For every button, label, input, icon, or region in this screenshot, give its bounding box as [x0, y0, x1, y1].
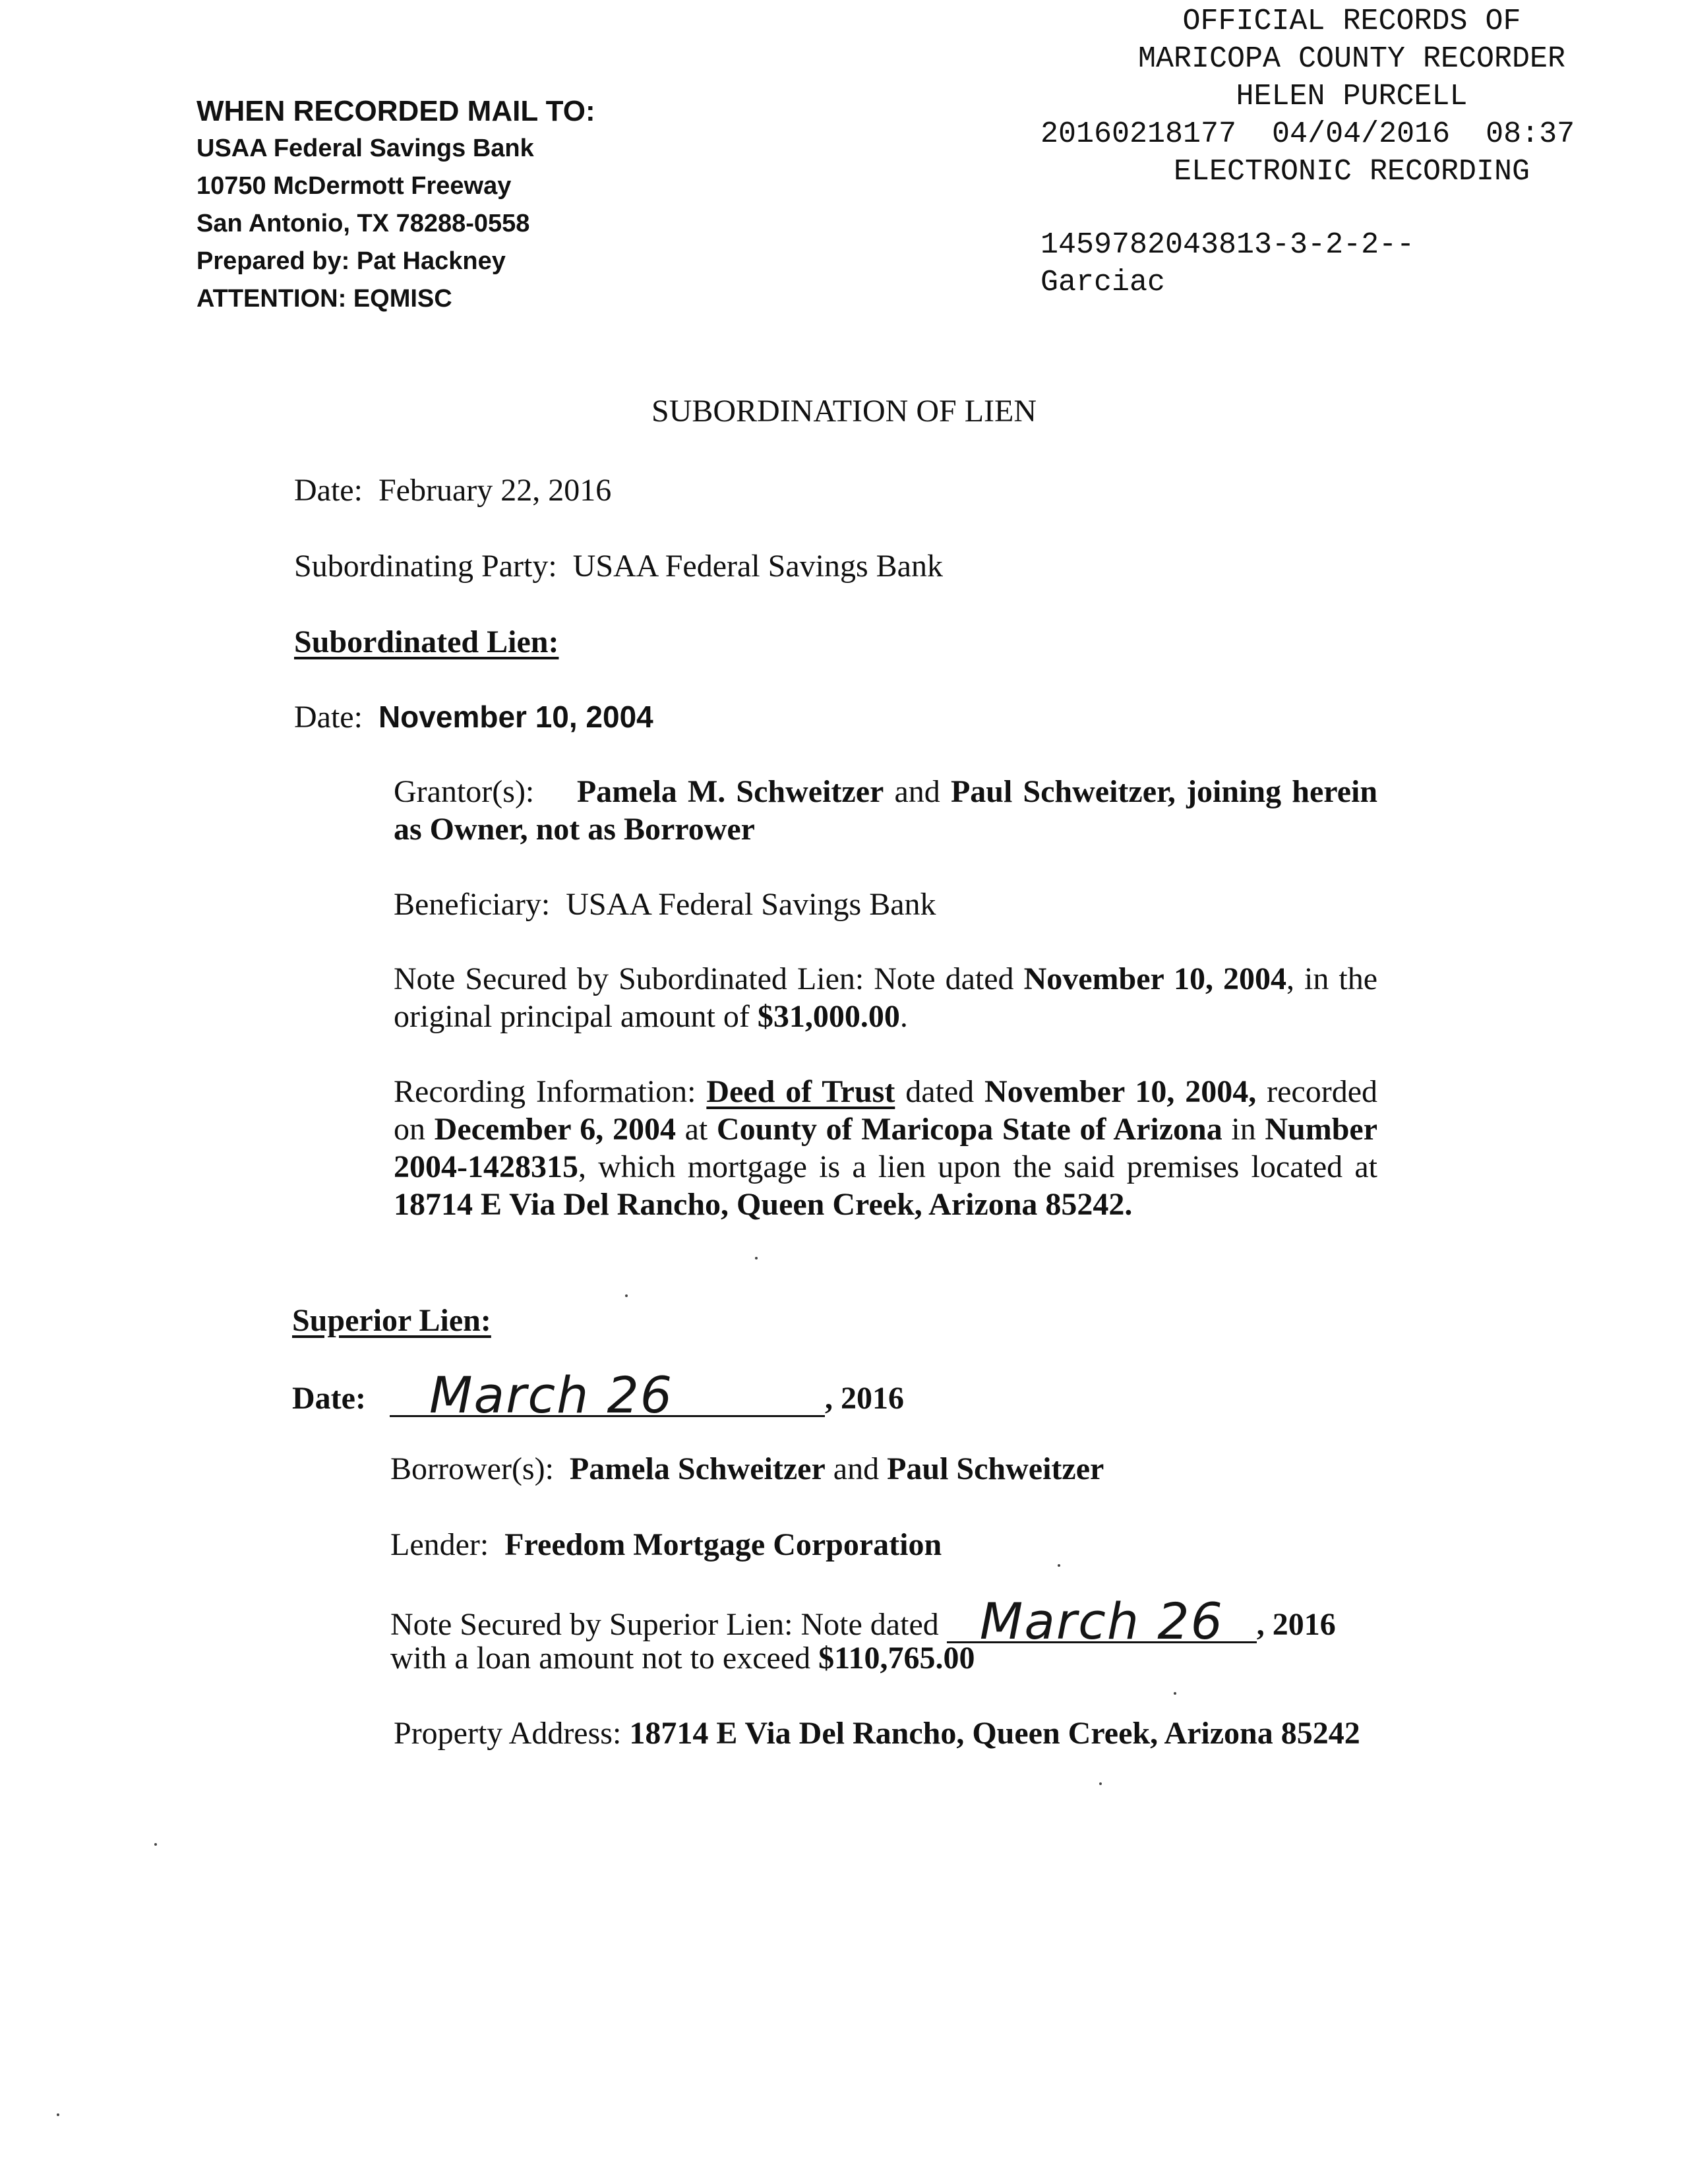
grantor-paragraph — [394, 773, 1377, 848]
beneficiary-row — [394, 886, 1377, 923]
handwritten-note-date: March 26 — [979, 1592, 1224, 1651]
note-date: November 10, 2004 — [1023, 961, 1286, 996]
recording-text: dated — [905, 1074, 975, 1109]
note-text: , in the original principal amount of — [394, 961, 1378, 1034]
recorder-county-line: MARICOPA COUNTY RECORDER — [1137, 42, 1566, 76]
superior-note-amount-line — [390, 1639, 975, 1677]
recorder-user-line: Garciac — [1040, 266, 1166, 299]
superior-note-text: with a loan amount not to exceed — [390, 1641, 811, 1676]
recording-date: November 10, 2004, — [984, 1074, 1257, 1109]
recorder-id-line: 1459782043813-3-2-2-- — [1040, 228, 1415, 262]
subordinating-party-row — [294, 547, 943, 585]
superior-date-year: , 2016 — [824, 1381, 904, 1416]
note-period: . — [899, 999, 908, 1034]
subordinating-party-value: USAA Federal Savings Bank — [572, 549, 943, 584]
superior-note-date-blank — [947, 1592, 1257, 1651]
subordinated-note-paragraph — [394, 960, 1377, 1035]
handwritten-date: March 26 — [429, 1366, 674, 1424]
recording-text: at — [684, 1112, 708, 1147]
property-address-label: Property Address: — [394, 1716, 622, 1751]
lender-label: Lender: — [390, 1527, 489, 1562]
mail-to-line: ATTENTION: EQMISC — [196, 285, 452, 313]
note-amount: $31,000.00 — [757, 999, 900, 1034]
mail-to-line: USAA Federal Savings Bank — [196, 135, 534, 162]
superior-lien-date-row — [292, 1366, 904, 1424]
scan-speck — [1174, 1692, 1176, 1695]
recorder-name-line: HELEN PURCELL — [1236, 80, 1468, 113]
borrower-name: Paul Schweitzer — [887, 1451, 1104, 1486]
mail-to-line: Prepared by: Pat Hackney — [196, 247, 506, 275]
scan-speck — [154, 1843, 157, 1846]
property-address-value: 18714 E Via Del Rancho, Queen Creek, Arizona 85242 — [629, 1716, 1360, 1751]
document-date-value: February 22, 2016 — [378, 473, 612, 508]
mail-to-line: 10750 McDermott Freeway — [196, 172, 512, 200]
subordinated-lien-date-value: November 10, 2004 — [378, 700, 653, 734]
superior-note-amount: $110,765.00 — [818, 1641, 975, 1676]
grantor-role: herein as Owner, not as Borrower — [394, 774, 1378, 847]
subordinated-lien-date-row — [294, 698, 653, 736]
scan-speck — [625, 1294, 628, 1297]
mail-to-heading: WHEN RECORDED MAIL TO: — [196, 95, 595, 127]
borrower-label: Borrower(s): — [390, 1451, 554, 1486]
recording-county: County of Maricopa State of Arizona — [716, 1112, 1222, 1147]
recording-text: in — [1231, 1112, 1256, 1147]
date-label: Date: — [294, 473, 363, 508]
superior-lien-heading: Superior Lien: — [292, 1303, 491, 1338]
recorded-on-date: December 6, 2004 — [434, 1112, 676, 1147]
recording-number: Number 2004-1428315 — [394, 1112, 1378, 1184]
grantor-name: Pamela M. Schweitzer — [576, 774, 884, 809]
grantor-conjunction: and — [894, 774, 940, 809]
grantor-label: Grantor(s): — [394, 774, 535, 809]
grantor-name: Paul Schweitzer, joining — [950, 774, 1282, 809]
subordinating-party-label: Subordinating Party: — [294, 549, 557, 584]
date-label: Date: — [294, 700, 363, 735]
lender-value: Freedom Mortgage Corporation — [504, 1527, 942, 1562]
subordinated-lien-heading: Subordinated Lien: — [294, 624, 559, 659]
mail-to-line: San Antonio, TX 78288-0558 — [196, 210, 530, 237]
recording-information-paragraph — [394, 1073, 1377, 1223]
recording-document-type: Deed of Trust — [706, 1074, 895, 1109]
recording-text: , which mortgage is a lien upon the said premises located at — [578, 1149, 1377, 1184]
note-label: Note Secured by Subordinated Lien: Note dated — [394, 961, 1014, 996]
scan-speck — [755, 1257, 758, 1259]
scan-speck — [1099, 1782, 1102, 1785]
recorder-office-line: OFFICIAL RECORDS OF — [1182, 5, 1521, 38]
date-label: Date: — [292, 1381, 366, 1416]
property-address-paragraph — [394, 1714, 1377, 1752]
borrower-name: Pamela Schweitzer — [569, 1451, 826, 1486]
beneficiary-label: Beneficiary: — [394, 887, 551, 922]
lender-row — [390, 1526, 942, 1563]
superior-note-label: Note Secured by Superior Lien: Note dated — [390, 1607, 939, 1642]
document-title: SUBORDINATION OF LIEN — [651, 394, 1037, 429]
recorder-number-line: 20160218177 04/04/2016 08:37 — [1040, 117, 1575, 151]
scan-speck — [57, 2113, 59, 2116]
superior-note-year: , 2016 — [1256, 1607, 1336, 1642]
mail-to-block — [196, 92, 724, 318]
recorder-type-line: ELECTRONIC RECORDING — [1173, 155, 1530, 189]
scan-speck — [1058, 1564, 1060, 1567]
document-date-row — [294, 471, 611, 509]
recording-text: recorded on — [394, 1074, 1377, 1147]
recording-address: 18714 E Via Del Rancho, Queen Creek, Arizona 85242. — [394, 1187, 1133, 1222]
superior-note-line — [390, 1592, 1336, 1651]
borrower-conjunction: and — [833, 1451, 880, 1486]
recording-label: Recording Information: — [394, 1074, 696, 1109]
borrower-row — [390, 1450, 1104, 1488]
beneficiary-value: USAA Federal Savings Bank — [566, 887, 936, 922]
superior-date-blank — [390, 1366, 825, 1424]
